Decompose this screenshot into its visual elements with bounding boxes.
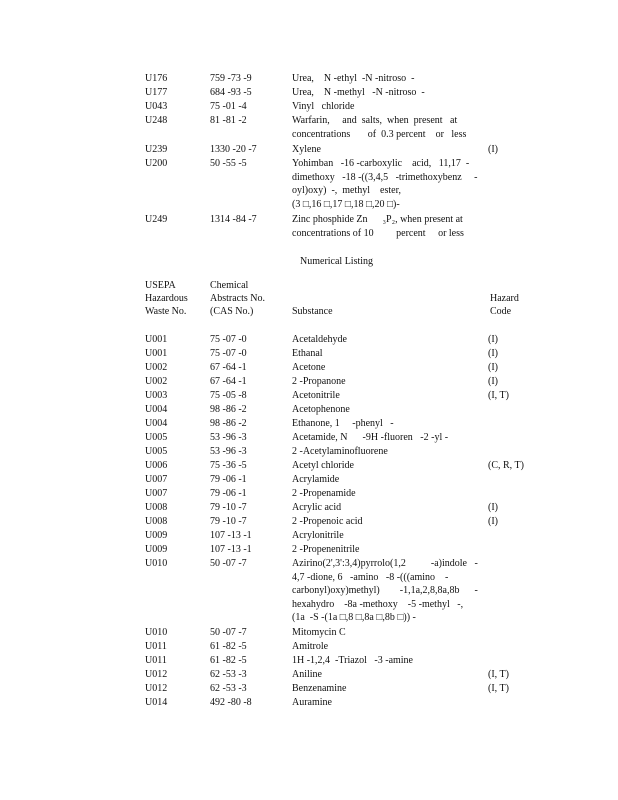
header-hazard-code: Hazard Code (490, 293, 519, 317)
header-waste-number: USEPA Hazardous Waste No. (145, 280, 188, 317)
waste-number: U008 (145, 516, 168, 527)
substance-name: Yohimban -16 -carboxylic acid, 11,17 - dimethoxy -18 -((3,4,5 -trimethoxybenz - oyl)oxy) -, methyl ester, (3 □,16 □,17 □,18 □,20 □)- (292, 158, 478, 210)
cas-number: 50 -07 -7 (210, 627, 247, 638)
waste-number: U176 (145, 73, 168, 84)
waste-number: U043 (145, 101, 168, 112)
cas-number: 79 -10 -7 (210, 502, 247, 513)
cas-number: 79 -10 -7 (210, 516, 247, 527)
waste-number: U200 (145, 158, 168, 169)
substance-name: Acetamide, N -9H -fluoren -2 -yl - (292, 432, 449, 443)
substance-name: 2 -Propenenitrile (292, 544, 360, 555)
hazard-code: (I, T) (488, 683, 509, 694)
substance-name: 1H -1,2,4 -Triazol -3 -amine (292, 655, 413, 666)
substance-name: Acetonitrile (292, 390, 340, 401)
substance-name: Aniline (292, 669, 322, 680)
substance-name: Acetophenone (292, 404, 350, 415)
waste-number: U009 (145, 530, 168, 541)
waste-number: U002 (145, 362, 168, 373)
substance-name: 2 -Propanone (292, 376, 346, 387)
substance-name: Zinc phosphide Zn ₃P₂, when present at concentrations of 10 percent or less (292, 214, 464, 239)
cas-number: 107 -13 -1 (210, 530, 252, 541)
hazard-code: (I) (488, 362, 498, 373)
waste-number: U010 (145, 627, 168, 638)
waste-number: U007 (145, 488, 168, 499)
substance-name: Vinyl chloride (292, 101, 355, 112)
substance-name: Acetyl chloride (292, 460, 354, 471)
hazard-code: (I, T) (488, 669, 509, 680)
hazard-code: (I) (488, 334, 498, 345)
substance-name: 2 -Propenamide (292, 488, 356, 499)
cas-number: 81 -81 -2 (210, 115, 247, 126)
waste-number: U004 (145, 418, 168, 429)
substance-name: Urea, N -methyl -N -nitroso - (292, 87, 425, 98)
hazard-code: (I) (488, 348, 498, 359)
substance-name: Auramine (292, 697, 332, 708)
waste-number: U001 (145, 334, 168, 345)
substance-name: Amitrole (292, 641, 329, 652)
cas-number: 1330 -20 -7 (210, 144, 257, 155)
cas-number: 759 -73 -9 (210, 73, 252, 84)
cas-number: 684 -93 -5 (210, 87, 252, 98)
cas-number: 67 -64 -1 (210, 376, 247, 387)
header-substance: Substance (292, 306, 333, 317)
waste-number: U012 (145, 683, 168, 694)
cas-number: 50 -07 -7 (210, 558, 247, 569)
cas-number: 61 -82 -5 (210, 655, 247, 666)
waste-number: U005 (145, 446, 168, 457)
substance-name: Azirino(2',3':3,4)pyrrolo(1,2 -a)indole - 4,7 -dione, 6 -amino -8 -(((amino - carbonyl)oxy)methyl) -1,1a,2,8,8a,8b - hexahydro -8a -methoxy -5 -methyl -, (1a -S -(1a □,8 □,8a □,8b □)) - (292, 558, 478, 623)
cas-number: 62 -53 -3 (210, 683, 247, 694)
waste-number: U003 (145, 390, 168, 401)
header-cas-number: Chemical Abstracts No. (CAS No.) (210, 280, 265, 317)
substance-name: Acetaldehyde (292, 334, 347, 345)
cas-number: 50 -55 -5 (210, 158, 247, 169)
cas-number: 79 -06 -1 (210, 474, 247, 485)
hazard-code: (I) (488, 502, 498, 513)
waste-number: U177 (145, 87, 168, 98)
waste-number: U009 (145, 544, 168, 555)
substance-name: Ethanal (292, 348, 323, 359)
cas-number: 75 -01 -4 (210, 101, 247, 112)
cas-number: 98 -86 -2 (210, 418, 247, 429)
cas-number: 79 -06 -1 (210, 488, 247, 499)
waste-number: U248 (145, 115, 168, 126)
waste-number: U005 (145, 432, 168, 443)
waste-number: U002 (145, 376, 168, 387)
substance-name: 2 -Acetylaminofluorene (292, 446, 388, 457)
waste-number: U012 (145, 669, 168, 680)
substance-name: Benzenamine (292, 683, 347, 694)
waste-number: U249 (145, 214, 168, 225)
cas-number: 53 -96 -3 (210, 446, 247, 457)
waste-number: U014 (145, 697, 168, 708)
waste-number: U008 (145, 502, 168, 513)
substance-name: Warfarin, and salts, when present at concentrations of 0.3 percent or less (292, 115, 467, 140)
hazard-code: (I) (488, 376, 498, 387)
substance-name: Acrylic acid (292, 502, 342, 513)
cas-number: 62 -53 -3 (210, 669, 247, 680)
cas-number: 492 -80 -8 (210, 697, 252, 708)
hazard-code: (I) (488, 516, 498, 527)
section-title: Numerical Listing (300, 256, 374, 267)
waste-number: U004 (145, 404, 168, 415)
cas-number: 67 -64 -1 (210, 362, 247, 373)
cas-number: 75 -07 -0 (210, 334, 247, 345)
waste-number: U007 (145, 474, 168, 485)
hazard-code: (C, R, T) (488, 460, 524, 471)
substance-name: Acrylamide (292, 474, 340, 485)
substance-name: 2 -Propenoic acid (292, 516, 363, 527)
cas-number: 75 -05 -8 (210, 390, 247, 401)
waste-number: U239 (145, 144, 168, 155)
cas-number: 53 -96 -3 (210, 432, 247, 443)
cas-number: 75 -07 -0 (210, 348, 247, 359)
waste-number: U001 (145, 348, 168, 359)
hazard-code: (I, T) (488, 390, 509, 401)
waste-number: U011 (145, 641, 167, 652)
cas-number: 98 -86 -2 (210, 404, 247, 415)
substance-name: Xylene (292, 144, 321, 155)
substance-name: Urea, N -ethyl -N -nitroso - (292, 73, 415, 84)
substance-name: Acetone (292, 362, 326, 373)
cas-number: 107 -13 -1 (210, 544, 252, 555)
cas-number: 1314 -84 -7 (210, 214, 257, 225)
cas-number: 61 -82 -5 (210, 641, 247, 652)
hazard-code: (I) (488, 144, 498, 155)
substance-name: Mitomycin C (292, 627, 346, 638)
cas-number: 75 -36 -5 (210, 460, 247, 471)
waste-number: U006 (145, 460, 168, 471)
substance-name: Acrylonitrile (292, 530, 344, 541)
substance-name: Ethanone, 1 -phenyl - (292, 418, 394, 429)
waste-number: U010 (145, 558, 168, 569)
waste-number: U011 (145, 655, 167, 666)
